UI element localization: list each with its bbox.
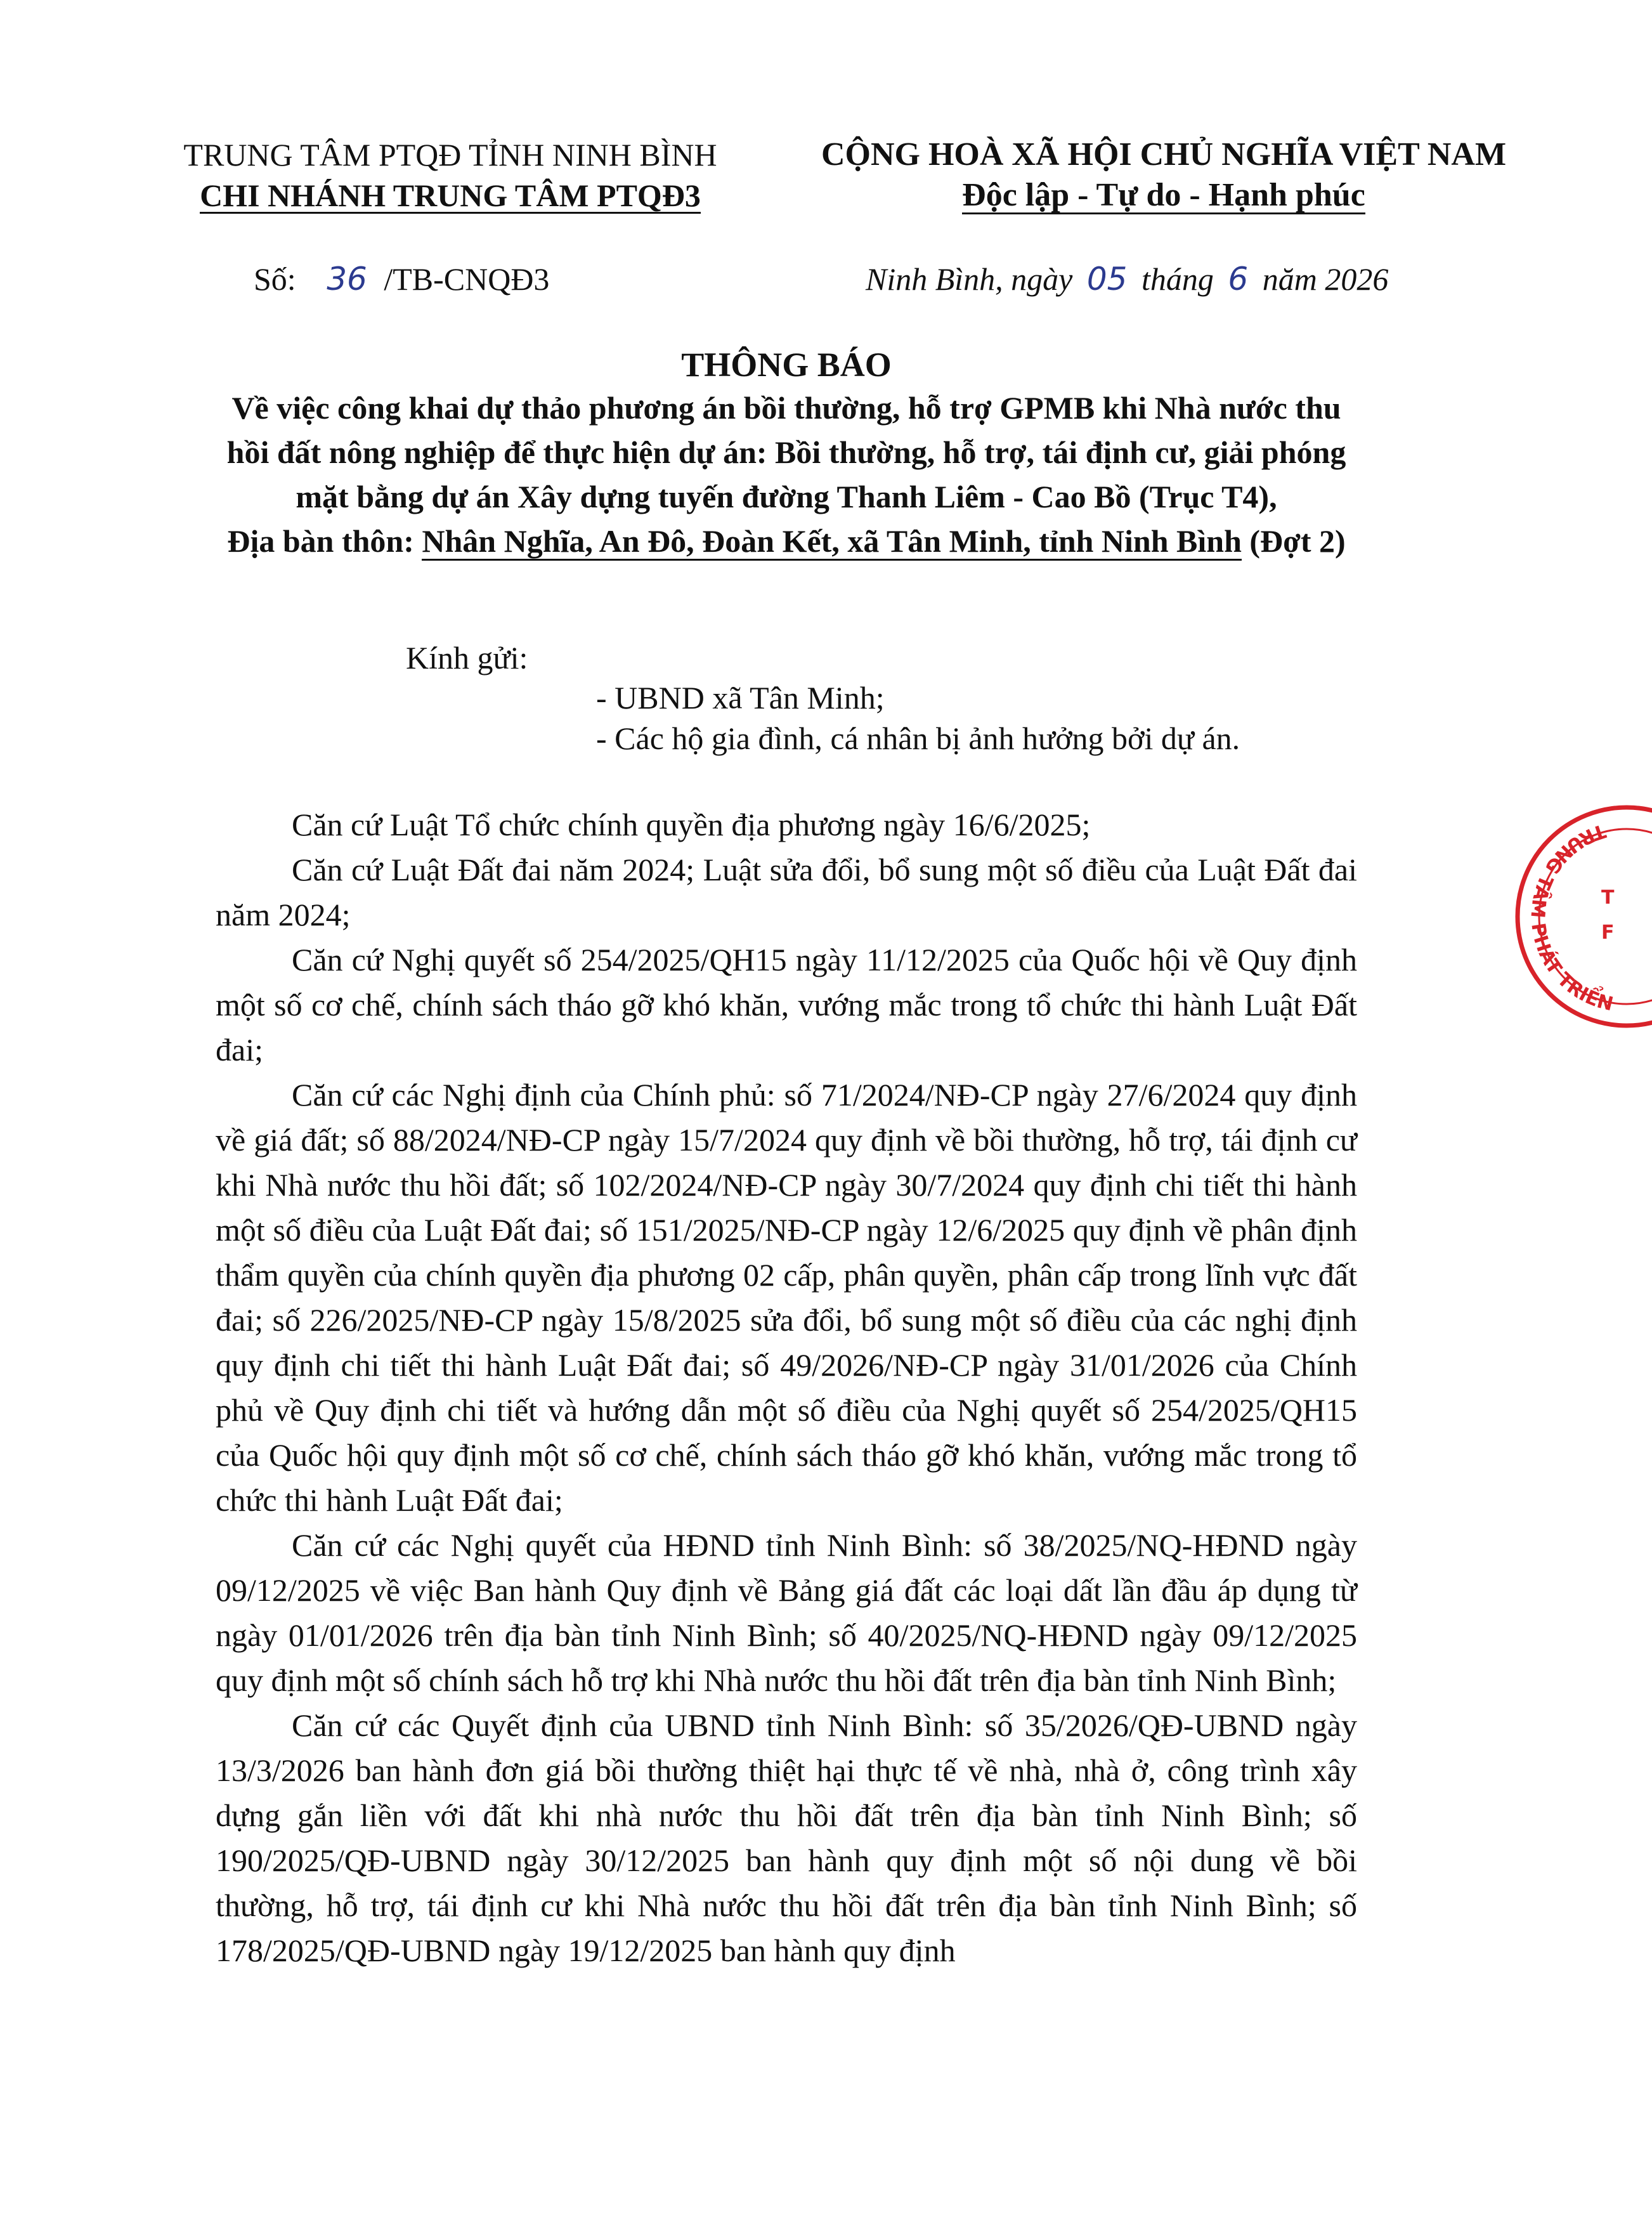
date-day-handwritten: 05 (1086, 261, 1128, 297)
stamp-text: TRUNG TÂM PHÁT TRIỂN (1526, 819, 1616, 1016)
subject-area-label: Địa bàn thôn: (227, 523, 422, 559)
document-number (254, 259, 549, 299)
subject-line-3: mặt bằng dự án Xây dựng tuyến đường Thanh Liêm - Cao Bồ (Trục T4), (296, 479, 1277, 514)
doc-number-prefix: Số: (254, 261, 296, 297)
doc-number-handwritten: 36 (327, 261, 367, 297)
recipients-label: Kính gửi: (406, 640, 528, 675)
date-line (866, 259, 1388, 299)
date-year-label: năm 2026 (1262, 261, 1389, 297)
legal-basis-paragraph: Căn cứ Nghị quyết số 254/2025/QH15 ngày 11/12/2025 của Quốc hội về Quy định một số cơ chế, chính sách tháo gỡ khó khăn, vướng mắc trong tổ chức thi hành Luật Đất đai; (216, 942, 1357, 1067)
date-month-label: tháng (1141, 261, 1214, 297)
legal-basis-paragraph: Căn cứ các Nghị quyết của HĐND tỉnh Ninh Bình: số 38/2025/NQ-HĐND ngày 09/12/2025 về việc Ban hành Quy định về Bảng giá đất các loại dất lần đầu áp dụng từ ngày 01/01/2026 trên địa bàn tỉnh Ninh Bình; số 40/2025/NQ-HĐND ngày 09/12/2025 quy định một số chính sách hỗ trợ khi Nhà nước thu hồi đất trên địa bàn tỉnh Ninh Bình; (216, 1527, 1357, 1698)
legal-basis-paragraph: Căn cứ các Nghị định của Chính phủ: số 71/2024/NĐ-CP ngày 27/6/2024 quy định về giá đất; số 88/2024/NĐ-CP ngày 15/7/2024 quy định về bồi thường, hỗ trợ, tái định cư khi Nhà nước thu hồi đất; số 102/2024/NĐ-CP ngày 30/7/2024 quy định chi tiết thi hành một số điều của Luật Đất đai; số 151/2025/NĐ-CP ngày 12/6/2025 quy định về phân định thẩm quyền của chính quyền địa phương 02 cấp, phân quyền, phân cấp trong lĩnh vực đất đai; số 226/2025/NĐ-CP ngày 15/8/2025 sửa đổi, bổ sung một số điều của các nghị định quy định chi tiết thi hành Luật Đất đai; số 49/2026/NĐ-CP ngày 31/01/2026 của Chính phủ về Quy định chi tiết và hướng dẫn một số điều của Nghị quyết số 254/2025/QH15 của Quốc hội quy định một số cơ chế, chính sách tháo gỡ khó khăn, vướng mắc trong tổ chức thi hành Luật Đất đai; (216, 1077, 1357, 1518)
legal-basis-paragraph: Căn cứ Luật Tổ chức chính quyền địa phương ngày 16/6/2025; (292, 807, 1091, 842)
recipient-item: - Các hộ gia đình, cá nhân bị ảnh hưởng bởi dự án. (596, 721, 1240, 756)
parent-organization: TRUNG TÂM PTQĐ TỈNH NINH BÌNH (183, 137, 717, 173)
date-place: Ninh Bình, ngày (866, 261, 1073, 297)
national-name: CỘNG HOÀ XÃ HỘI CHỦ NGHĨA VIỆT NAM (821, 136, 1507, 173)
issuing-authority (127, 134, 774, 216)
national-header (793, 134, 1535, 216)
official-stamp (1506, 796, 1652, 1037)
document-body (216, 802, 1357, 1973)
legal-basis-paragraph: Căn cứ các Quyết định của UBND tỉnh Ninh Bình: số 35/2026/QĐ-UBND ngày 13/3/2026 ban hành đơn giá bồi thường thiệt hại thực tế về nhà, nhà ở, công trình xây dựng gắn liền với đất khi nhà nước thu hồi đất trên địa bàn tỉnh Ninh Bình; số 190/2025/QĐ-UBND ngày 30/12/2025 ban hành quy định một số nội dung về bồi thường, hỗ trợ, tái định cư khi Nhà nước thu hồi đất trên địa bàn tỉnh Ninh Bình; số 178/2025/QĐ-UBND ngày 19/12/2025 ban hành quy định (216, 1707, 1357, 1968)
legal-basis-paragraph: Căn cứ Luật Đất đai năm 2024; Luật sửa đổi, bổ sung một số điều của Luật Đất đai năm 2024; (216, 852, 1357, 932)
subject-line-2: hồi đất nông nghiệp để thực hiện dự án: Bồi thường, hỗ trợ, tái định cư, giải phóng (226, 434, 1346, 470)
subject-phase: (Đợt 2) (1241, 523, 1346, 559)
svg-text:T: T (1601, 887, 1615, 909)
document-subject (165, 386, 1408, 563)
subject-area-names: Nhân Nghĩa, An Đô, Đoàn Kết, xã Tân Minh, tỉnh Ninh Bình (422, 523, 1242, 561)
national-motto: Độc lập - Tự do - Hạnh phúc (962, 177, 1365, 213)
issuing-branch: CHI NHÁNH TRUNG TÂM PTQĐ3 (200, 178, 701, 213)
recipient-item: - UBND xã Tân Minh; (596, 680, 885, 715)
subject-line-1: Về việc công khai dự thảo phương án bồi thường, hỗ trợ GPMB khi Nhà nước thu (231, 390, 1341, 426)
document-title: THÔNG BÁO (681, 346, 892, 384)
doc-number-suffix: /TB-CNQĐ3 (384, 261, 550, 297)
date-month-handwritten: 6 (1228, 261, 1249, 297)
subject-line-4 (165, 519, 1408, 563)
svg-text:F: F (1601, 922, 1615, 944)
